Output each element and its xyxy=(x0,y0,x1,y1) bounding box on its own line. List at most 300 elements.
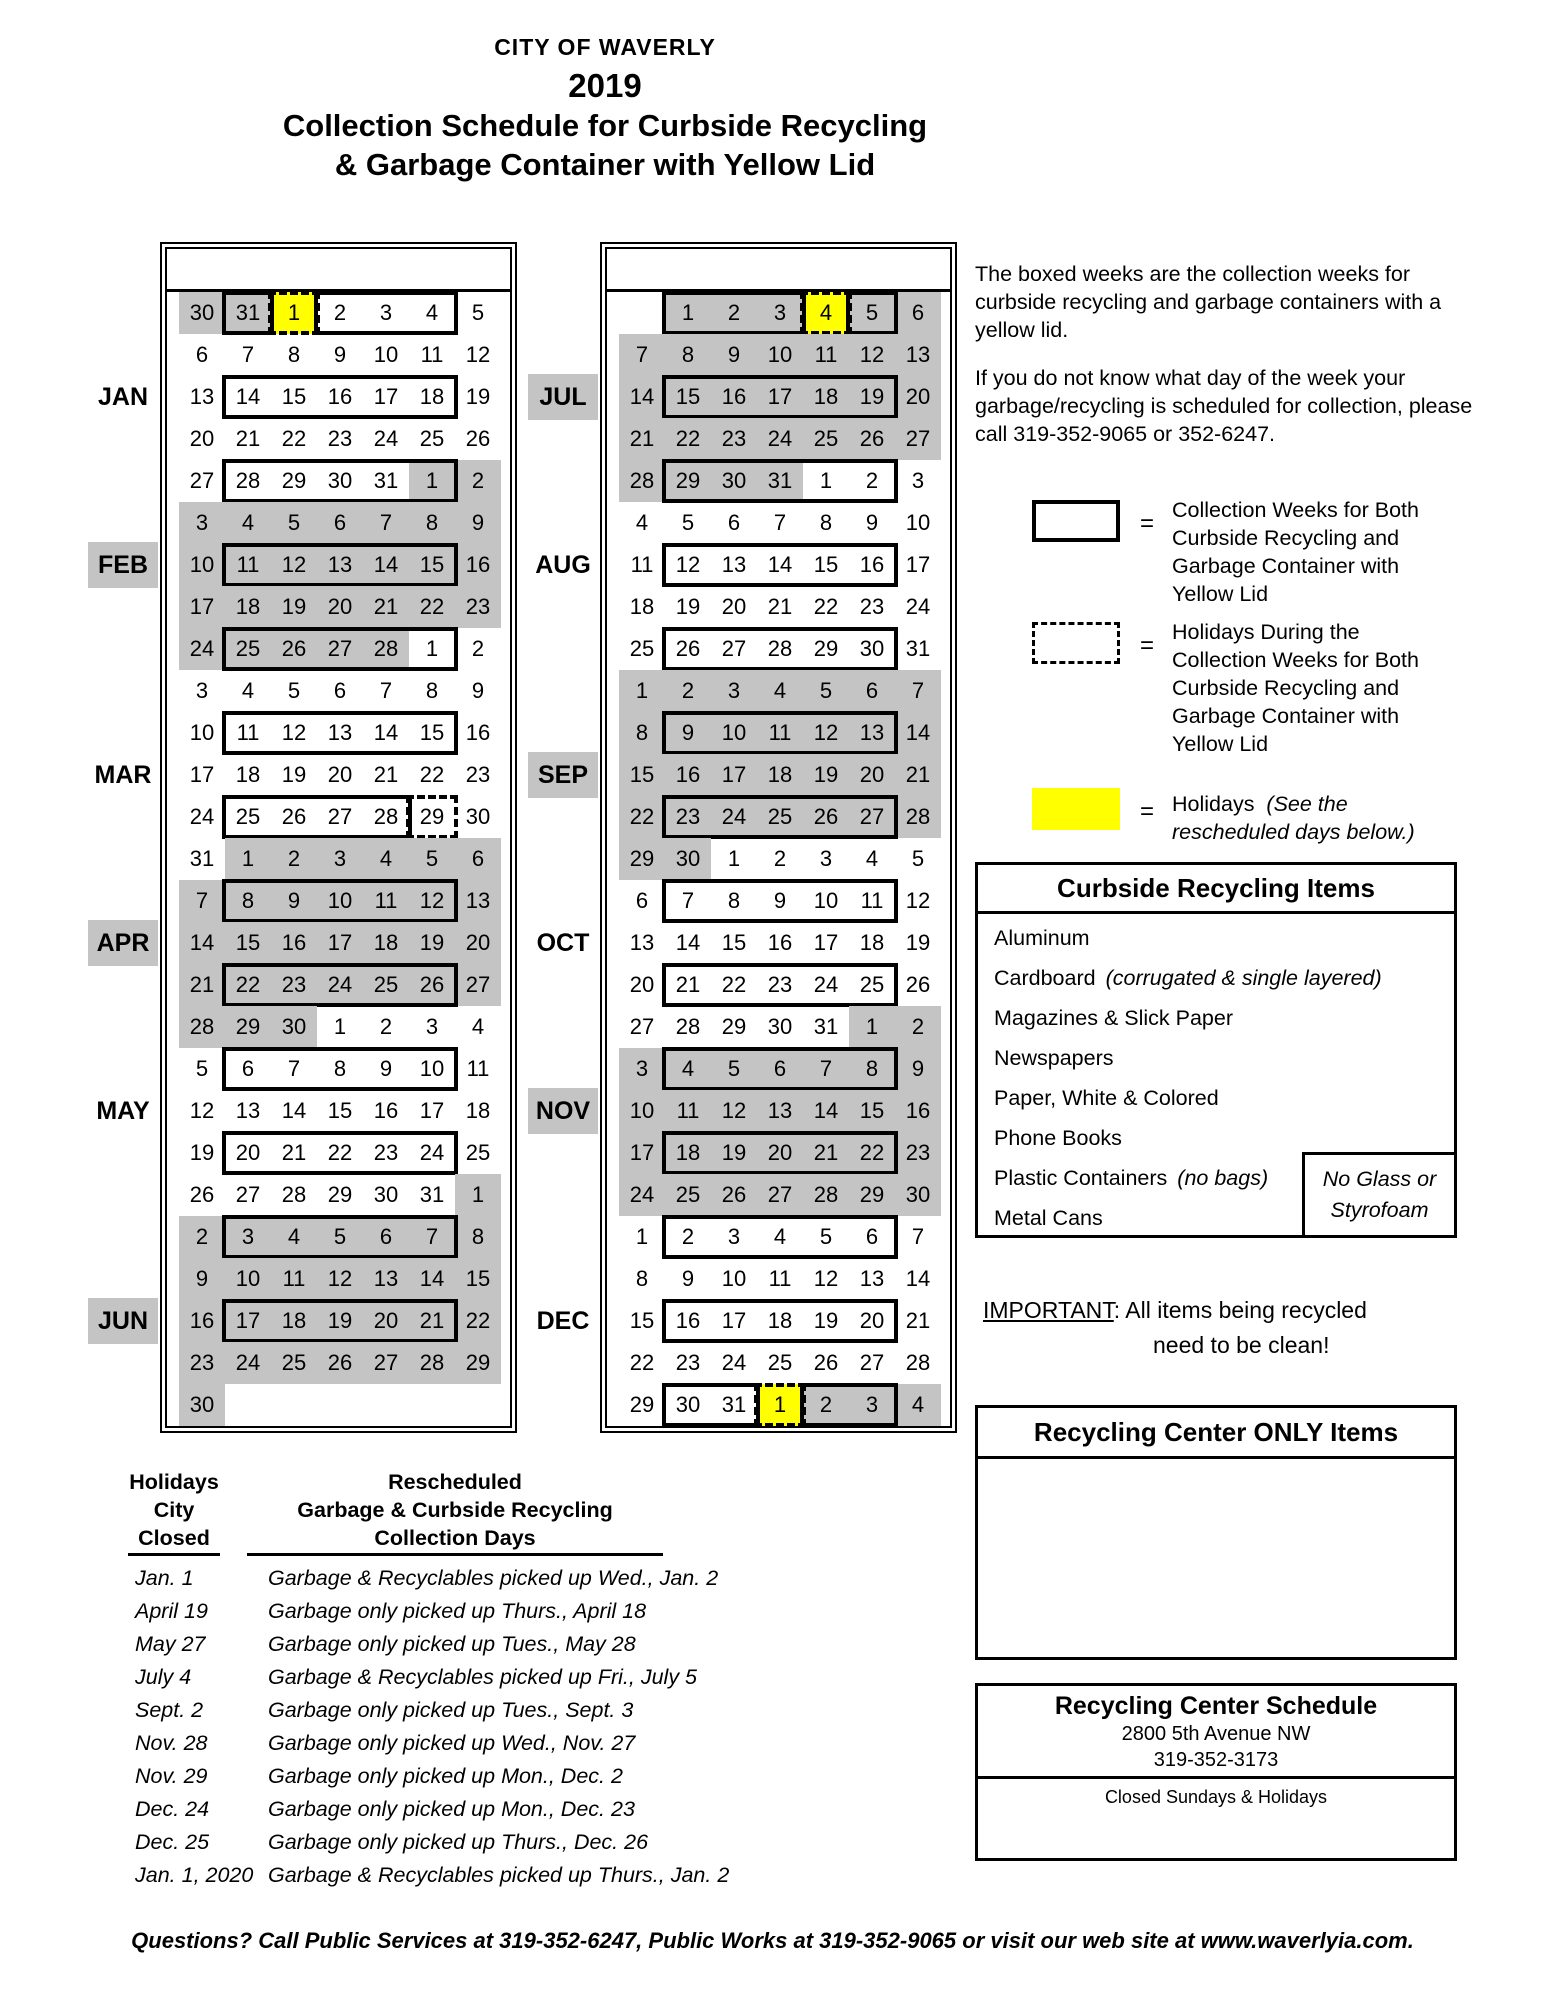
legend-dashed-box-label: Holidays During the Collection Weeks for Both Curbside Recycling and Garbage Container with Yellow Lid xyxy=(1172,620,1419,756)
day-cell: 9 xyxy=(455,502,501,544)
day-cell: 1 xyxy=(271,292,317,334)
day-cell: 16 xyxy=(859,552,885,577)
day-cell: 11 xyxy=(665,1090,711,1132)
day-cell: 20 xyxy=(859,1308,885,1333)
day-cell: 30 xyxy=(767,1014,793,1039)
day-cell: 8 xyxy=(727,888,741,913)
intro-paragraph-boxed-weeks: The boxed weeks are the collection weeks for curbside recycling and garbage containers with a yellow lid. xyxy=(975,261,1442,342)
month-label-mar: MAR xyxy=(94,761,152,789)
day-cell: 9 xyxy=(333,342,347,367)
day-cell: 13 xyxy=(629,930,655,955)
day-cell: 12 xyxy=(711,1090,757,1132)
day-cell: 14 xyxy=(803,1090,849,1132)
day-cell: 3 xyxy=(225,1216,271,1258)
day-cell: 21 xyxy=(767,594,793,619)
day-cell: 10 xyxy=(179,544,225,586)
day-cell: 10 xyxy=(757,334,803,376)
week-row xyxy=(607,1216,950,1258)
month-label-aug: AUG xyxy=(535,551,591,579)
rescheduled-header-line: Rescheduled xyxy=(388,1470,522,1494)
day-cell: 17 xyxy=(419,1098,445,1123)
day-cell: 8 xyxy=(819,510,833,535)
day-cell: 26 xyxy=(675,636,701,661)
day-cell: 1 xyxy=(727,846,741,871)
day-cell: 6 xyxy=(455,838,501,880)
day-cell: 22 xyxy=(225,964,271,1006)
day-cell: 9 xyxy=(179,1258,225,1300)
week-row xyxy=(167,460,510,502)
day-cell: 20 xyxy=(235,1140,261,1165)
day-cell: 5 xyxy=(471,300,485,325)
day-cell: 4 xyxy=(471,1014,485,1039)
holiday-rescheduled-text: Garbage only picked up Thurs., Dec. 26 xyxy=(268,1830,649,1854)
day-cell: 2 xyxy=(471,636,485,661)
day-cell: 28 xyxy=(373,804,399,829)
rescheduled-header-line: Collection Days xyxy=(374,1526,536,1550)
day-cell: 24 xyxy=(225,1342,271,1384)
day-cell: 27 xyxy=(327,804,353,829)
day-cell: 1 xyxy=(757,1384,803,1426)
day-cell: 2 xyxy=(773,846,787,871)
week-row xyxy=(607,1384,950,1426)
day-cell: 29 xyxy=(665,460,711,502)
legend-holidays-label xyxy=(1172,790,1457,846)
week-row xyxy=(607,1342,950,1384)
day-cell: 25 xyxy=(363,964,409,1006)
holiday-rescheduled-text: Garbage only picked up Tues., May 28 xyxy=(268,1632,636,1656)
holiday-dashed-box xyxy=(800,291,852,335)
day-cell: 22 xyxy=(849,1132,895,1174)
day-cell: 22 xyxy=(455,1300,501,1342)
legend-holidays-word: Holidays xyxy=(1172,792,1255,816)
day-cell: 26 xyxy=(281,804,307,829)
day-cell: 16 xyxy=(665,754,711,796)
day-cell: 2 xyxy=(379,1014,393,1039)
day-header xyxy=(271,249,317,289)
day-cell: 12 xyxy=(465,342,491,367)
day-cell: 28 xyxy=(409,1342,455,1384)
day-cell: 24 xyxy=(419,1140,445,1165)
collection-week-box xyxy=(222,1047,458,1091)
day-cell: 22 xyxy=(419,762,445,787)
holiday-row xyxy=(135,1727,835,1760)
holiday-rescheduled-text: Garbage only picked up Wed., Nov. 27 xyxy=(268,1731,636,1755)
day-cell: 14 xyxy=(675,930,701,955)
day-cell: 10 xyxy=(721,1266,747,1291)
day-cell: 9 xyxy=(865,510,879,535)
day-cell: 28 xyxy=(179,1006,225,1048)
day-cell: 12 xyxy=(849,334,895,376)
day-cell: 1 xyxy=(665,292,711,334)
day-cell: 2 xyxy=(333,300,347,325)
day-cell: 8 xyxy=(635,1266,649,1291)
day-cell: 29 xyxy=(281,468,307,493)
day-cell: 2 xyxy=(681,1224,695,1249)
day-cell: 4 xyxy=(865,846,879,871)
day-cell: 7 xyxy=(895,670,941,712)
document-header xyxy=(35,34,1175,183)
day-cell: 31 xyxy=(757,460,803,502)
day-cell: 21 xyxy=(179,964,225,1006)
day-header xyxy=(455,249,501,289)
day-cell: 7 xyxy=(241,342,255,367)
day-cell: 26 xyxy=(271,628,317,670)
holiday-date: Dec. 25 xyxy=(135,1830,210,1854)
day-cell: 2 xyxy=(271,838,317,880)
curbside-item-text: Metal Cans xyxy=(994,1206,1103,1230)
curbside-items-title: Curbside Recycling Items xyxy=(978,865,1454,914)
day-cell: 1 xyxy=(635,1224,649,1249)
day-header xyxy=(179,249,225,289)
day-cell: 31 xyxy=(373,468,399,493)
day-cell: 5 xyxy=(681,510,695,535)
day-cell: 23 xyxy=(373,1140,399,1165)
day-cell: 17 xyxy=(721,1308,747,1333)
day-cell: 20 xyxy=(327,762,353,787)
day-cell: 26 xyxy=(711,1174,757,1216)
day-cell: 18 xyxy=(629,594,655,619)
day-header xyxy=(895,249,941,289)
day-cell: 24 xyxy=(813,972,839,997)
day-cell: 18 xyxy=(767,1308,793,1333)
day-cell: 8 xyxy=(287,342,301,367)
day-cell: 26 xyxy=(905,972,931,997)
day-cell: 23 xyxy=(711,418,757,460)
week-row xyxy=(167,880,510,922)
day-cell: 6 xyxy=(895,292,941,334)
day-cell: 2 xyxy=(711,292,757,334)
day-cell: 30 xyxy=(179,1384,225,1426)
day-cell: 19 xyxy=(409,922,455,964)
month-label-jul: JUL xyxy=(528,374,598,420)
holidays-header-line: City xyxy=(153,1498,195,1522)
day-cell: 12 xyxy=(803,712,849,754)
day-cell: 1 xyxy=(455,1174,501,1216)
day-cell: 10 xyxy=(813,888,839,913)
day-cell: 6 xyxy=(195,342,209,367)
day-cell: 31 xyxy=(225,292,271,334)
day-cell: 25 xyxy=(465,1140,491,1165)
day-cell: 1 xyxy=(409,460,455,502)
day-cell: 6 xyxy=(317,502,363,544)
day-cell: 7 xyxy=(287,1056,301,1081)
day-cell: 19 xyxy=(281,762,307,787)
day-cell: 12 xyxy=(409,880,455,922)
day-cell: 20 xyxy=(895,376,941,418)
collection-week-box xyxy=(662,879,898,923)
day-cell: 10 xyxy=(905,510,931,535)
week-row xyxy=(607,880,950,922)
rescheduled-column-header xyxy=(245,1468,665,1552)
day-cell: 3 xyxy=(619,1048,665,1090)
collection-week-box xyxy=(662,963,898,1007)
week-row xyxy=(607,544,950,586)
year-title: 2019 xyxy=(568,67,642,104)
day-cell: 11 xyxy=(466,1056,490,1081)
day-cell: 30 xyxy=(675,1392,701,1417)
day-cell: 25 xyxy=(235,804,261,829)
legend-yellow-symbol xyxy=(1032,788,1120,830)
day-cell: 11 xyxy=(271,1258,317,1300)
day-cell: 15 xyxy=(327,1098,353,1123)
day-cell: 3 xyxy=(317,838,363,880)
day-cell: 17 xyxy=(373,384,399,409)
collection-week-box xyxy=(662,711,898,755)
day-cell: 7 xyxy=(803,1048,849,1090)
day-cell xyxy=(619,292,665,334)
holiday-date: Jan. 1, 2020 xyxy=(135,1863,254,1887)
day-cell: 8 xyxy=(425,678,439,703)
day-header xyxy=(619,249,665,289)
day-cell: 30 xyxy=(373,1182,399,1207)
day-header xyxy=(849,249,895,289)
collection-week-box xyxy=(222,291,274,335)
day-cell: 1 xyxy=(225,838,271,880)
schedule-title-line1: Collection Schedule for Curbside Recycling xyxy=(282,108,928,143)
day-cell: 24 xyxy=(905,594,931,619)
collection-week-box xyxy=(800,1383,898,1427)
day-cell: 7 xyxy=(773,510,787,535)
collection-week-box xyxy=(222,375,458,419)
day-cell: 13 xyxy=(235,1098,261,1123)
day-cell: 6 xyxy=(241,1056,255,1081)
day-header xyxy=(803,249,849,289)
holiday-row xyxy=(135,1793,835,1826)
day-cell: 11 xyxy=(420,342,444,367)
day-cell: 8 xyxy=(409,502,455,544)
day-cell: 4 xyxy=(803,292,849,334)
day-cell: 14 xyxy=(281,1098,307,1123)
day-cell: 24 xyxy=(721,1350,747,1375)
important-label: IMPORTANT xyxy=(983,1297,1114,1323)
day-cell: 9 xyxy=(665,712,711,754)
day-cell: 13 xyxy=(859,1266,885,1291)
curbside-item-note: (no bags) xyxy=(1177,1166,1269,1190)
day-cell: 18 xyxy=(225,586,271,628)
city-title: CITY OF WAVERLY xyxy=(494,34,716,60)
day-cell: 27 xyxy=(235,1182,261,1207)
recycling-center-only-item xyxy=(978,1636,1454,1665)
day-cell: 12 xyxy=(317,1258,363,1300)
day-cell: 13 xyxy=(317,544,363,586)
month-label-may: MAY xyxy=(96,1097,150,1125)
month-label-dec: DEC xyxy=(536,1307,590,1335)
week-row xyxy=(607,1258,950,1300)
day-cell: 10 xyxy=(373,342,399,367)
day-cell: 14 xyxy=(895,712,941,754)
day-header xyxy=(711,249,757,289)
day-cell: 29 xyxy=(419,804,445,829)
month-label-oct: OCT xyxy=(536,929,590,957)
holiday-row xyxy=(135,1661,835,1694)
day-cell: 8 xyxy=(455,1216,501,1258)
day-cell: 6 xyxy=(363,1216,409,1258)
day-cell: 4 xyxy=(363,838,409,880)
curbside-item-text: Plastic Containers xyxy=(994,1166,1168,1190)
curbside-item xyxy=(978,1078,1454,1118)
day-cell: 19 xyxy=(803,754,849,796)
day-cell: 20 xyxy=(317,586,363,628)
day-cell: 9 xyxy=(271,880,317,922)
week-row xyxy=(607,670,950,712)
day-cell: 26 xyxy=(813,1350,839,1375)
day-cell: 13 xyxy=(895,334,941,376)
no-glass-styrofoam-note: No Glass or Styrofoam xyxy=(1302,1152,1457,1238)
legend-equals: = xyxy=(1140,798,1155,825)
day-header xyxy=(409,249,455,289)
day-cell: 31 xyxy=(721,1392,747,1417)
day-cell: 1 xyxy=(333,1014,347,1039)
holidays-header-line: Closed xyxy=(138,1526,210,1550)
day-cell: 21 xyxy=(409,1300,455,1342)
day-cell: 7 xyxy=(179,880,225,922)
day-cell: 7 xyxy=(363,502,409,544)
day-cell: 9 xyxy=(773,888,787,913)
day-cell: 22 xyxy=(327,1140,353,1165)
holiday-dashed-box xyxy=(268,291,320,335)
day-cell: 30 xyxy=(465,804,491,829)
holiday-rescheduled-text: Garbage only picked up Thurs., April 18 xyxy=(268,1599,647,1623)
holiday-rescheduled-text: Garbage only picked up Mon., Dec. 2 xyxy=(268,1764,623,1788)
day-cell: 18 xyxy=(803,376,849,418)
curbside-item-text: Aluminum xyxy=(994,926,1090,950)
collection-week-box xyxy=(846,291,898,335)
day-cell: 17 xyxy=(317,922,363,964)
day-cell: 16 xyxy=(711,376,757,418)
important-text1: : All items being recycled xyxy=(1113,1297,1367,1323)
day-cell: 21 xyxy=(905,1308,931,1333)
day-cell: 28 xyxy=(905,1350,931,1375)
day-cell: 5 xyxy=(849,292,895,334)
collection-week-box xyxy=(222,879,458,923)
curbside-item-text: Cardboard xyxy=(994,966,1096,990)
week-row xyxy=(167,334,510,376)
day-cell: 10 xyxy=(619,1090,665,1132)
day-cell: 13 xyxy=(189,384,215,409)
day-cell: 5 xyxy=(819,1224,833,1249)
day-cell: 27 xyxy=(895,418,941,460)
holiday-rescheduled-text: Garbage & Recyclables picked up Wed., Jan. 2 xyxy=(268,1566,719,1590)
collection-week-box xyxy=(222,543,458,587)
curbside-item-text: Newspapers xyxy=(994,1046,1114,1070)
day-cell: 17 xyxy=(757,376,803,418)
day-cell: 19 xyxy=(813,1308,839,1333)
week-row xyxy=(607,838,950,880)
day-cell: 14 xyxy=(409,1258,455,1300)
day-cell: 6 xyxy=(865,1224,879,1249)
day-cell: 13 xyxy=(757,1090,803,1132)
day-cell: 20 xyxy=(363,1300,409,1342)
day-cell: 12 xyxy=(281,720,307,745)
recycling-center-only-box xyxy=(975,1405,1457,1660)
holiday-date: May 27 xyxy=(135,1632,206,1656)
holiday-date: Dec. 24 xyxy=(135,1797,210,1821)
day-cell: 16 xyxy=(327,384,353,409)
calendar-jul-dec xyxy=(535,242,957,1433)
day-cell: 25 xyxy=(271,1342,317,1384)
day-cell: 13 xyxy=(721,552,747,577)
week-row xyxy=(607,460,950,502)
day-cell: 3 xyxy=(727,1224,741,1249)
legend-holidays-note: (See the rescheduled days below.) xyxy=(1172,792,1415,844)
day-cell: 1 xyxy=(819,468,833,493)
day-cell: 5 xyxy=(271,502,317,544)
weeks-grid xyxy=(607,292,950,1426)
day-cell: 28 xyxy=(619,460,665,502)
holiday-row xyxy=(135,1694,835,1727)
collection-week-box xyxy=(222,1131,458,1175)
holiday-rescheduled-text: Garbage only picked up Mon., Dec. 23 xyxy=(268,1797,635,1821)
week-row xyxy=(167,712,510,754)
curbside-item-text: Paper, White & Colored xyxy=(994,1086,1219,1110)
holiday-rescheduled-text: Garbage & Recyclables picked up Fri., July 5 xyxy=(268,1665,698,1689)
day-cell: 18 xyxy=(419,384,445,409)
day-cell: 26 xyxy=(465,426,491,451)
week-row xyxy=(607,334,950,376)
day-cell: 5 xyxy=(317,1216,363,1258)
day-cell: 10 xyxy=(711,712,757,754)
recycling-center-address: 2800 5th Avenue NW xyxy=(1121,1723,1311,1745)
day-cell: 22 xyxy=(281,426,307,451)
holiday-row xyxy=(135,1859,835,1892)
day-cell: 2 xyxy=(865,468,879,493)
day-cell: 5 xyxy=(711,1048,757,1090)
day-cell: 13 xyxy=(455,880,501,922)
week-row xyxy=(607,418,950,460)
day-cell: 24 xyxy=(711,796,757,838)
holiday-rescheduled-text: Garbage & Recyclables picked up Thurs., Jan. 2 xyxy=(268,1863,730,1887)
day-cell: 15 xyxy=(281,384,307,409)
day-cell: 4 xyxy=(665,1048,711,1090)
week-row xyxy=(167,922,510,964)
day-cell: 6 xyxy=(757,1048,803,1090)
day-cell: 16 xyxy=(895,1090,941,1132)
day-cell: 19 xyxy=(905,930,931,955)
day-cell: 11 xyxy=(768,1266,792,1291)
week-row xyxy=(167,628,510,670)
legend-solid-box-symbol xyxy=(1032,500,1120,542)
day-cell: 17 xyxy=(905,552,931,577)
recycling-center-only-item xyxy=(978,1549,1454,1578)
day-cell xyxy=(225,1384,271,1426)
holiday-row xyxy=(135,1562,835,1595)
holiday-date: Sept. 2 xyxy=(135,1698,204,1722)
day-cell: 23 xyxy=(179,1342,225,1384)
day-cell: 9 xyxy=(471,678,485,703)
day-cell: 28 xyxy=(675,1014,701,1039)
day-header-row xyxy=(167,249,510,292)
day-cell: 4 xyxy=(895,1384,941,1426)
week-row xyxy=(607,1048,950,1090)
month-label-sep: SEP xyxy=(528,752,598,798)
footer-questions-line: Questions? Call Public Services at 319-352-6247, Public Works at 319-352-9065 or visit our web site at www.waverlyia.com. xyxy=(131,1928,1414,1953)
day-cell: 29 xyxy=(225,1006,271,1048)
day-cell: 13 xyxy=(363,1258,409,1300)
day-cell xyxy=(409,1384,455,1426)
holiday-row xyxy=(135,1628,835,1661)
week-row xyxy=(167,838,510,880)
day-cell: 4 xyxy=(635,510,649,535)
holiday-date: Nov. 28 xyxy=(135,1731,208,1755)
day-cell: 12 xyxy=(813,1266,839,1291)
day-cell: 19 xyxy=(465,384,491,409)
day-cell: 5 xyxy=(803,670,849,712)
day-cell: 9 xyxy=(895,1048,941,1090)
day-cell: 4 xyxy=(757,670,803,712)
day-cell: 15 xyxy=(813,552,839,577)
day-cell: 12 xyxy=(271,544,317,586)
day-cell: 13 xyxy=(849,712,895,754)
